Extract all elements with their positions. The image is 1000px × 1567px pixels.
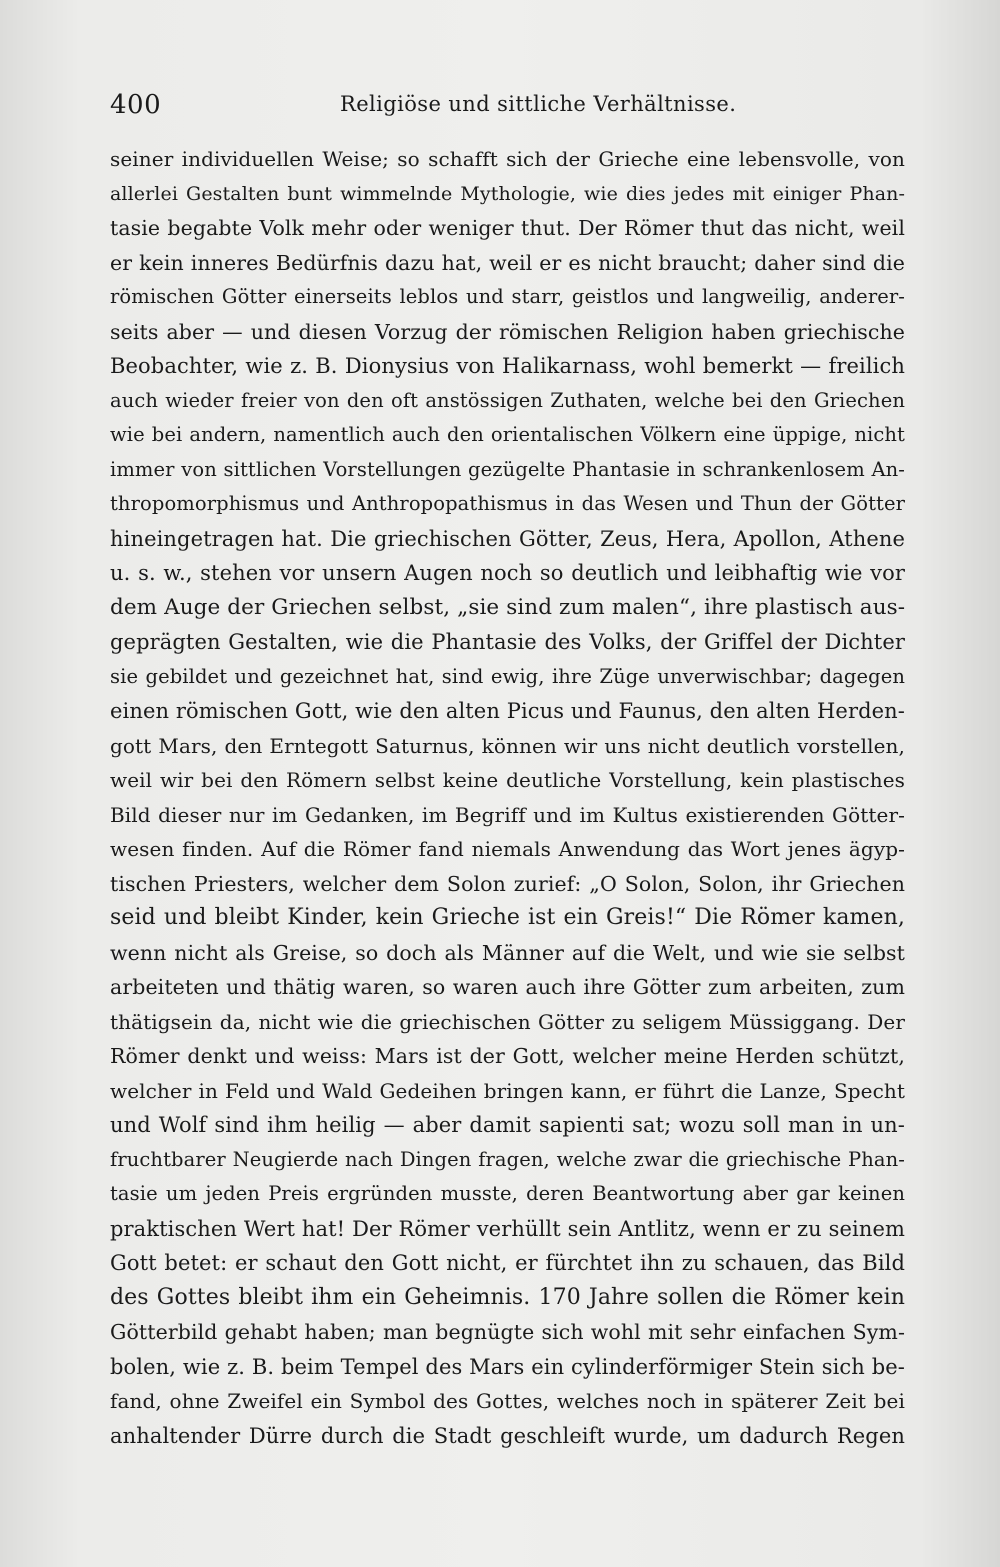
text-line: Römer denkt und weiss: Mars ist der Gott, welcher meine Herden schützt, (110, 1044, 905, 1068)
text-line: allerlei Gestalten bunt wimmelnde Mythologie, wie dies jedes mit einiger Phan- (110, 182, 905, 205)
text-line: arbeiteten und thätig waren, so waren auch ihre Götter zum arbeiten, zum (110, 975, 905, 999)
text-line: welcher in Feld und Wald Gedeihen bringen kann, er führt die Lanze, Specht (110, 1078, 905, 1103)
running-head (110, 90, 905, 124)
text-line: und Wolf sind ihm heilig — aber damit sapienti sat; wozu soll man in un- (110, 1113, 905, 1137)
text-line: seid und bleibt Kinder, kein Grieche ist ein Greis!“ Die Römer kamen, (110, 905, 905, 930)
text-line: tasie begabte Volk mehr oder weniger thut. Der Römer thut das nicht, weil (110, 216, 905, 240)
text-line: fruchtbarer Neugierde nach Dingen fragen, welche zwar die griechische Phan- (110, 1147, 905, 1171)
text-line: wenn nicht als Greise, so doch als Männer auf die Welt, und wie sie selbst (110, 940, 905, 965)
text-line: immer von sittlichen Vorstellungen gezügelte Phantasie in schrankenlosem An- (110, 457, 905, 481)
text-line: er kein inneres Bedürfnis dazu hat, weil er es nicht braucht; daher sind die (110, 250, 905, 275)
text-line: einen römischen Gott, wie den alten Picus und Faunus, den alten Herden- (110, 699, 905, 723)
text-line: tischen Priesters, welcher dem Solon zurief: „O Solon, Solon, ihr Griechen (110, 871, 905, 896)
text-line: auch wieder freier von den oft anstössigen Zuthaten, welche bei den Griechen (110, 388, 905, 412)
running-title: Religiöse und sittliche Verhältnisse. (340, 92, 737, 116)
text-line: des Gottes bleibt ihm ein Geheimnis. 170 Jahre sollen die Römer kein (110, 1284, 905, 1310)
text-line: fand, ohne Zweifel ein Symbol des Gottes, welches noch in späterer Zeit bei (110, 1389, 905, 1413)
text-line: thätigsein da, nicht wie die griechischen Götter zu seligem Müssiggang. Der (110, 1009, 905, 1034)
text-line: thropomorphismus und Anthropopathismus in das Wesen und Thun der Götter (110, 492, 905, 515)
text-line: anhaltender Dürre durch die Stadt geschleift wurde, um dadurch Regen (110, 1423, 905, 1448)
text-line: geprägten Gestalten, wie die Phantasie des Volks, der Griffel der Dichter (110, 630, 905, 654)
text-line: wesen finden. Auf die Römer fand niemals Anwendung das Wort jenes ägyp- (110, 837, 905, 861)
text-line: wie bei andern, namentlich auch den orientalischen Völkern eine üppige, nicht (110, 423, 905, 446)
text-line: gott Mars, den Erntegott Saturnus, können wir uns nicht deutlich vorstellen, (110, 733, 905, 758)
text-line: praktischen Wert hat! Der Römer verhüllt sein Antlitz, wenn er zu seinem (110, 1216, 905, 1241)
text-line: u. s. w., stehen vor unsern Augen noch so deutlich und leibhaftig wie vor (110, 561, 905, 585)
text-line: Beobachter, wie z. B. Dionysius von Halikarnass, wohl bemerkt — freilich (110, 354, 905, 378)
page-number: 400 (110, 90, 162, 120)
text-line: dem Auge der Griechen selbst, „sie sind zum malen“, ihre plastisch aus- (110, 594, 906, 620)
text-line: hineingetragen hat. Die griechischen Götter, Zeus, Hera, Apollon, Athene (110, 526, 905, 551)
text-line: weil wir bei den Römern selbst keine deutliche Vorstellung, kein plastisches (110, 768, 905, 792)
text-line: seits aber — und diesen Vorzug der römischen Religion haben griechische (110, 319, 905, 344)
text-line: Götterbild gehabt haben; man begnügte sich wohl mit sehr einfachen Sym- (110, 1320, 905, 1344)
text-line: bolen, wie z. B. beim Tempel des Mars ein cylinderförmiger Stein sich be- (110, 1354, 905, 1379)
text-line: Bild dieser nur im Gedanken, im Begriff und im Kultus existierenden Götter- (110, 802, 905, 827)
text-line: Gott betet: er schaut den Gott nicht, er fürchtet ihn zu schauen, das Bild (110, 1251, 905, 1275)
text-line: seiner individuellen Weise; so schafft sich der Grieche eine lebensvolle, von (110, 147, 905, 171)
body-text (110, 142, 905, 1453)
text-line: römischen Götter einerseits leblos und starr, geistlos und langweilig, anderer- (110, 285, 905, 308)
text-line: sie gebildet und gezeichnet hat, sind ewig, ihre Züge unverwischbar; dagegen (110, 664, 905, 688)
text-line: tasie um jeden Preis ergründen musste, deren Beantwortung aber gar keinen (110, 1182, 905, 1205)
